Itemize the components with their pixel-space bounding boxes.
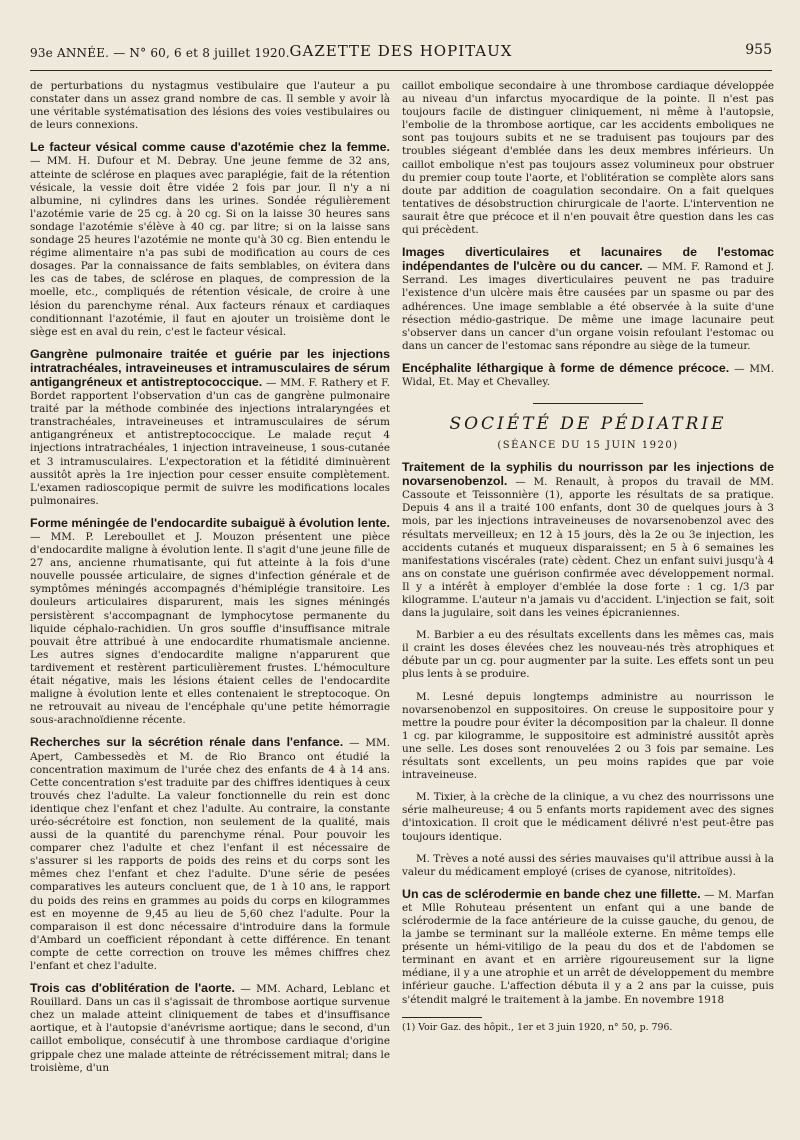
- article-section: [402, 246, 774, 353]
- article-body: M. Trèves a noté aussi des séries mauvaises qu'il attribue aussi à la valeur du médicament employé (crises de cyanose, nitritoïdes).: [402, 852, 774, 878]
- article-title: Recherches sur la sécrétion rénale dans l'enfance.: [30, 735, 344, 750]
- article-section: [30, 517, 390, 728]
- article-title: Forme méningée de l'endocardite subaiguë à évolution lente.: [30, 515, 390, 530]
- left-column: [30, 80, 390, 1084]
- article-body: — MM. Widal, Et. May et Chevalley.: [402, 362, 775, 388]
- article-section: [402, 691, 774, 783]
- article-title: Gangrène pulmonaire traitée et guérie par les injections intratrachéales, intraveineuses et intramusculaires de sérum antigangréneux et antistreptococcique.: [30, 346, 390, 389]
- right-column: [402, 80, 774, 1034]
- article-section: [30, 348, 390, 508]
- article-section: [30, 736, 390, 973]
- page-header: [30, 34, 772, 71]
- article-body: — MM. P. Lereboullet et J. Mouzon présentent une pièce d'endocardite maligne à évolution lente. Il s'agit d'une jeune fille de 27 ans, ancienne rhumatisante, qui fut atteinte à la fois d'une nouvelle poussée articulaire, de signes d'infection générale et de symptômes méningés accompagnés d'hémiplégie transitoire. Les douleurs articulaires disparurent, mais les signes méningés persistèrent s'accompagnant de lymphocytose permanente du liquide céphalo-rachidien. Un gros souffle d'insuffisance mitrale pouvait être attribué à une endocardite rhumatismale ancienne. Les autres signes d'endocardite maligne n'apparurent que tardivement et restèrent particulièrement frustes. L'hémoculture était négative, mais les lésions étaient celles de l'endocardite maligne à évolution lente et elles contenaient le streptocoque. On ne retrouvait au niveau de l'encéphale qu'une petite hémorragie sous-arachnoïdienne récente.: [30, 531, 390, 727]
- article-title: Le facteur vésical comme cause d'azotémie chez la femme.: [30, 140, 390, 155]
- article-body: — M. Marfan et Mlle Rohuteau présentent un enfant qui a une bande de sclérodermie de la face antérieure de la cuisse gauche, du genou, de la jambe se terminant sur la malléole externe. En même temps elle présente un hémi-vitiligo de la peau du dos et de l'abdomen se terminant en avant et en arrière rigoureusement sur la ligne médiane, il y a une atrophie et un arrêt de développement du membre inférieur gauche. L'affection débuta il y a 2 ans par la cuisse, puis s'étendit malgré le traitement à la jambe. En novembre 1918: [402, 888, 774, 1006]
- footnote: (1) Voir Gaz. des hôpit., 1er et 3 juin 1920, n° 50, p. 796.: [402, 1021, 673, 1033]
- societe-title: SOCIÉTÉ DE PÉDIATRIE: [449, 414, 727, 435]
- divider: [533, 403, 643, 404]
- article-body: caillot embolique secondaire à une thrombose cardiaque développée au niveau d'un infarctus myocardique de la pointe. Il n'est pas toujours facile de distinguer cliniquement, ni même à l'autopsie, l'embolie de la thrombose aortique, car les accidents emboliques ne sont pas toujours subits et ne se traduisent pas toujours par des troubles siégeant d'emblée dans les deux membres inférieurs. Un caillot embolique n'est pas toujours assez volumineux pour obstruer du premier coup toute l'aorte, et l'oblitération se complète alors sans doute par addition de coagulation secondaire. On a fait quelques tentatives de désobstruction chirurgicale de l'aorte. L'intervention ne saurait être que précoce et il n'en pouvait être question dans les cas qui précèdent.: [402, 80, 774, 237]
- article-section: [402, 791, 774, 843]
- page-number: 955: [745, 42, 772, 58]
- article-body: de perturbations du nystagmus vestibulaire que l'auteur a pu constater dans un assez grand nombre de cas. Il semble y avoir là une véritable systématisation des lésions des voies vestibulaires ou de leurs connexions.: [30, 80, 390, 132]
- article-title: Un cas de sclérodermie en bande chez une fillette.: [402, 886, 701, 901]
- article-section: [402, 362, 774, 389]
- article-title: Trois cas d'oblitération de l'aorte.: [30, 981, 235, 996]
- right-column-top: [402, 80, 774, 389]
- article-body: — MM. H. Dufour et M. Debray. Une jeune femme de 32 ans, atteinte de sclérose en plaques avec paraplégie, fait de la rétention vésicale, la vessie doit être vidée 2 fois par jour. Il n'y a ni albumine, ni cylindres dans les urines. Sondée régulièrement l'azotémie varie de 25 cg. à 20 cg. Si on la laisse 30 heures sans sondage l'azotémie s'élève à 40 cg. par litre; si on la laisse sans sondage 25 heures l'azotémie ne monte qu'à 30 cg. Bien entendu le régime alimentaire n'a pas subi de modification au cours de ces dosages. Par la connaissance de faits semblables, on évitera dans les cas de tabes, de sclérose en plaques, de compression de la moelle, etc., compliqués de rétention vésicale, de croire à une lésion du parenchyme rénal. Aux facteurs rénaux et cardiaques conditionnant l'azotémie, il faut en ajouter un troisième dont le siège est en aval du rein, c'est le facteur vésical.: [30, 155, 390, 338]
- article-section: [402, 80, 774, 237]
- article-section: [402, 629, 774, 681]
- societe-heading: [402, 403, 774, 451]
- article-body: — MM. Apert, Cambessedès et M. de Rio Branco ont étudié la concentration maximum de l'urée chez des enfants de 4 à 14 ans. Cette concentration s'est traduite par des chiffres identiques à ceux trouvés chez l'adulte. La valeur fonctionnelle du rein est donc identique chez l'enfant et chez l'adulte. Au contraire, la constante uréo-sécrétoire est fonction, non seulement de la qualité, mais aussi de la quantité du parenchyme rénal. Pour pouvoir les comparer chez l'adulte et chez l'enfant il est nécessaire de s'assurer si les rapports de poids des reins et du corps sont les mêmes chez l'enfant et chez l'adulte. D'une série de pesées comparatives les auteurs concluent que, de 1 à 10 ans, le rapport du poids des reins en grammes au poids du corps en kilogrammes est en moyenne de 9,45 au lieu de 5,60 chez l'adulte. Pour la comparaison il est donc nécessaire d'introduire dans la formule d'Ambard un coefficient répondant à cette différence. En tenant compte de cette correction on trouve les mêmes chiffres chez l'enfant et chez l'adulte.: [30, 737, 391, 972]
- article-section: [402, 461, 774, 620]
- article-body: M. Barbier a eu des résultats excellents dans les mêmes cas, mais il craint les doses élevées chez les nouveau-nés très atrophiques et débute par un cg. pour augmenter par la suite. Les effets sont un peu plus lents à se produire.: [402, 629, 774, 681]
- journal-title: GAZETTE DES HOPITAUX: [289, 42, 513, 60]
- article-body: — M. Renault, à propos du travail de MM. Cassoute et Teissonnière (1), apporte les résultats de sa pratique. Depuis 4 ans il a traité 100 enfants, dont 30 de quelques jours à 3 mois, par les injections intraveineuses de novarsenobenzol avec des résultats merveilleux; en 12 à 15 jours, dès la 2e ou 3e injection, les accidents cutanés et muqueux disparaissent; en 5 à 6 semaines les manifestations viscérales (rate) cèdent. Chez un enfant suivi jusqu'à 4 ans on constate une guérison confirmée avec développement normal. Il y a intérêt à employer d'emblée la dose forte : 1 cg. 1/3 par kilogramme. L'auteur n'a jamais vu d'accident. L'injection se fait, soit dans la jugulaire, soit dans les veines épicraniennes.: [402, 476, 774, 620]
- article-body: — MM. F. Ramond et J. Serrand. Les images diverticulaires peuvent ne pas traduire l'existence d'un ulcère mais être causées par un spasme ou par des adhérences. Une image semblable a été observée à la suite d'une résection médio-gastrique. De même une image lacunaire peut s'observer dans un cancer d'un organe voisin refoulant l'estomac ou dans un cancer de l'estomac sans répondre au siège de la tumeur.: [402, 261, 774, 352]
- article-section: [30, 80, 390, 132]
- article-body: — MM. Achard, Leblanc et Rouillard. Dans un cas il s'agissait de thrombose aortique survenue chez un malade atteint cliniquement de tabes et d'insuffisance aortique, et à l'autopsie d'anévrisme aortique; dans le second, d'un caillot embolique, consécutif à une thrombose cardiaque d'origine grippale chez une malade atteinte de rétrécissement mitral; dans le troisième, d'un: [30, 983, 390, 1074]
- article-section: [402, 888, 774, 1007]
- article-title: Traitement de la syphilis du nourrisson par les injections de novarsenobenzol.: [402, 460, 774, 489]
- article-body: — MM. F. Rathery et F. Bordet rapportent l'observation d'un cas de gangrène pulmonaire traité par la méthode combinée des injections intralaryngées et transtrachéales, intraveineuses et intramusculaires de sérum antigangréneux et antistreptococcique. Le malade reçut 4 injections intratrachéales, 1 injection intraveineuse, 1 sous-cutanée et 3 intramusculaires. L'expectoration et la fétidité diminuèrent aussitôt après la 1re injection pour cesser ensuite complètement. L'examen radioscopique permit de suivre les modifications locales pulmonaires.: [30, 376, 390, 507]
- article-section: [30, 141, 390, 338]
- issue-info: 93e ANNÉE. — N° 60, 6 et 8 juillet 1920.: [30, 46, 290, 60]
- article-section: [30, 982, 390, 1075]
- societe-seance: (SÉANCE DU 15 JUIN 1920): [497, 440, 679, 452]
- article-title: Encéphalite léthargique à forme de démence précoce.: [402, 360, 730, 375]
- article-body: M. Lesné depuis longtemps administre au nourrisson le novarsenobenzol en suppositoires. On creuse le suppositoire pour y mettre la poudre pour éviter la décomposition par la chaleur. Il donne 1 cg. par kilogramme, le suppositoire est administré aussitôt après une selle. Les doses sont renouvelées 2 ou 3 fois par semaine. Les résultats sont excellents, un peu moins rapides que par voie intraveineuse.: [402, 690, 774, 782]
- article-title: Images diverticulaires et lacunaires de l'estomac indépendantes de l'ulcère ou du cancer.: [402, 245, 774, 274]
- article-body: M. Tixier, à la crèche de la clinique, a vu chez des nourrissons une série malheureuse; 4 ou 5 enfants morts rapidement avec des signes d'intoxication. Il croit que le médicament délivré n'est peut-être pas toujours identique.: [402, 791, 774, 843]
- footnote-divider: [402, 1017, 482, 1018]
- article-section: [402, 853, 774, 879]
- right-column-bottom: [402, 461, 774, 1007]
